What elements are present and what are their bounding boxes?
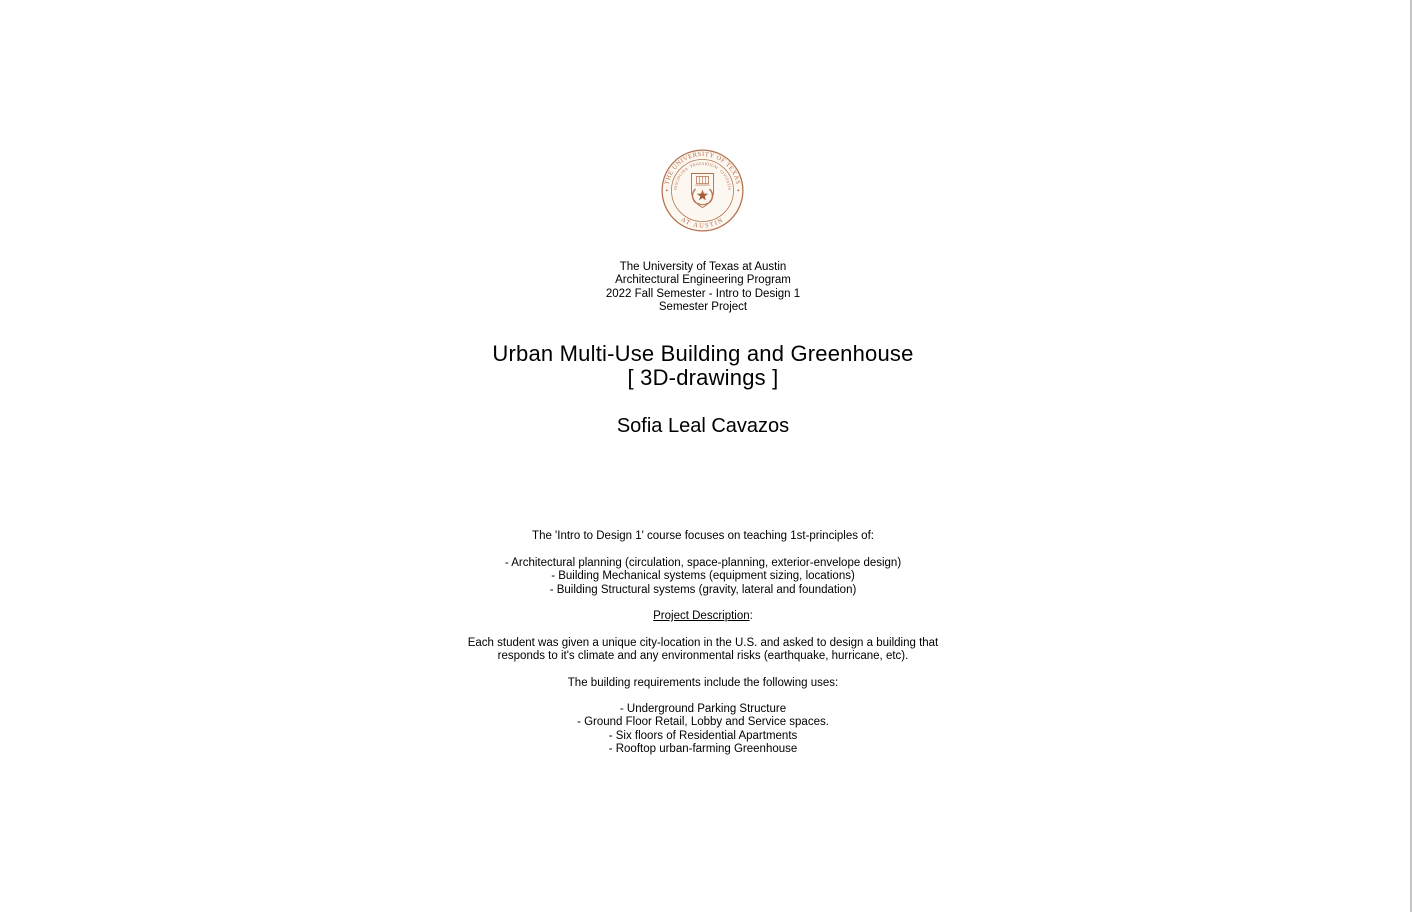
project-description-line: Each student was given a unique city-location in the U.S. and asked to design a building that: [467, 637, 939, 649]
page-title: [0, 342, 1406, 390]
seal-ring-top-text: THE UNIVERSITY OF TEXAS: [663, 151, 742, 186]
course-bullet: - Building Structural systems (gravity, lateral and foundation): [549, 583, 857, 596]
project-description-heading: [0, 610, 1406, 623]
course-bullet-list: [0, 557, 1406, 597]
seal-ring-bottom-text: AT AUSTIN: [679, 216, 726, 230]
requirement-bullet: - Underground Parking Structure: [619, 703, 787, 715]
project-description-line: responds to it's climate and any environmental risks (earthquake, hurricane, etc).: [497, 650, 909, 663]
seal-motto-text: DISCIPLINA PRAESIDIUM CIVITATIS: [672, 160, 733, 191]
project-description-heading-text: Project Description: [653, 610, 750, 622]
title-line-1: Urban Multi-Use Building and Greenhouse: [492, 341, 914, 366]
title-line-2: [ 3D-drawings ]: [627, 365, 779, 390]
seal-separator-left: ✦: [665, 188, 669, 194]
requirement-bullet: - Six floors of Residential Apartments: [608, 729, 798, 742]
header-line-institution: The University of Texas at Austin: [619, 261, 787, 273]
project-description-heading-colon: :: [749, 610, 753, 622]
ut-austin-seal-graphic: [660, 148, 745, 233]
document-header: [0, 261, 1406, 315]
header-line-project: Semester Project: [658, 301, 748, 314]
requirement-bullet: - Rooftop urban-farming Greenhouse: [608, 743, 798, 756]
requirements-intro: The building requirements include the following uses:: [567, 677, 839, 689]
course-bullet: - Architectural planning (circulation, space-planning, exterior-envelope design): [504, 557, 902, 569]
course-bullet: - Building Mechanical systems (equipment sizing, locations): [551, 570, 855, 583]
header-line-semester: 2022 Fall Semester - Intro to Design 1: [605, 287, 801, 300]
header-line-program: Architectural Engineering Program: [615, 274, 791, 287]
requirements-list: [0, 703, 1406, 757]
course-intro: The 'Intro to Design 1' course focuses on teaching 1st-principles of:: [532, 530, 874, 542]
ut-austin-seal: [660, 148, 745, 233]
author-name: Sofia Leal Cavazos: [616, 415, 790, 437]
seal-separator-right: ✦: [736, 188, 740, 194]
requirement-bullet: - Ground Floor Retail, Lobby and Service spaces.: [577, 716, 829, 729]
project-description-paragraph: [0, 637, 1406, 664]
